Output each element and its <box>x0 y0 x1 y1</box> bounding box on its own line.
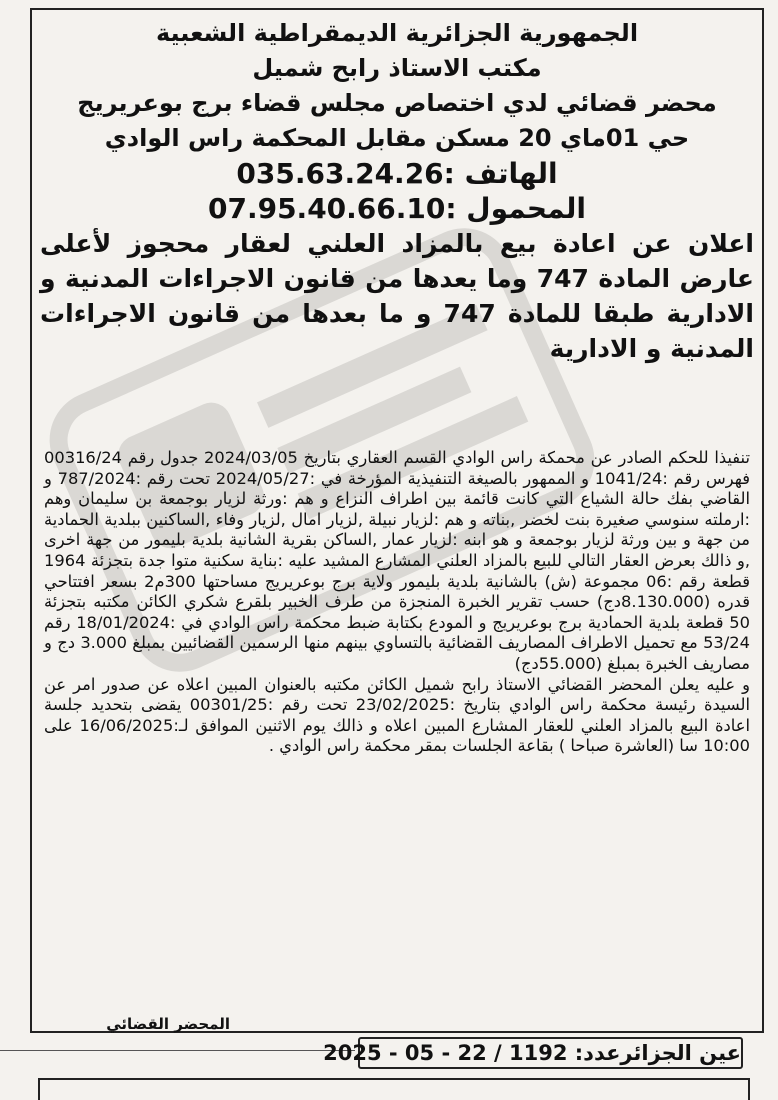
judgment-paragraph: تنفيذا للحكم الصادر عن محمكة راس الوادي القسم العقاري بتاريخ 2024/03/05 جدول رقم 00316/24 فهرس رقم :1041/24 و الممهور بالصيغة التنفيذية المؤرخة في :2024/05/27 تحت رقم :787/2024 و القاضي بفك حالة الشياع التي كانت قائمة بين اطراف النزاع و هم :ورثة لزيار بوجمعة بن سليمان وهم :ارملته سنوسي صغيرة بنت لخضر ,بناته و هم :لزيار نبيلة ,لزيار امال ,لزيار وفاء ,الساكنين ببلدية الحمادية من جهة و بين ورثة لزيار بوجمعة و هو ابنه :لزيار عمار ,الساكن بقرية الشانية بلدية بليمور من جهة اخرى ,و ذالك بعرض العقار التالي للبيع بالمزاد العلني المشارع المشيد عليه :بناية سكنية متوا جدة بتجزئة 1964 قطعة رقم :06 مجموعة (ش) بالشانية بلدية بليمور ولاية برج بوعريريج مساحتها 300م2 بسعر افتتاحي قدره (8.130.000دج) حسب تقرير الخبرة المنجزة من طرف الخبير بلقرع شكري الكائن مكتبه بتجزئة 50 قطعة بلدية الحمادية برج بوعريريج و المودع بكتابة ضبط محكمة راس الوادي في :18/01/2024 رقم 53/24 مع تحميل الاطراف المصاريف القضائية بالتساوي بينهم منها الرسمين القضائيين بمبلغ 3.000 دج و مصاريف الخبرة بمبلغ (55.000دج) <box>44 448 750 673</box>
mobile-number: المحمول :07.95.40.66.10 <box>207 192 586 225</box>
notice-body <box>44 448 750 757</box>
office-name: مكتب الاستاذ رابح شميل <box>252 54 542 82</box>
office-address: حي 01ماي 20 مسكن مقابل المحكمة راس الوادي <box>104 124 690 152</box>
next-notice-edge <box>38 1078 750 1100</box>
phone-number: الهاتف :035.63.24.26 <box>236 157 558 190</box>
announcement-paragraph: و عليه يعلن المحضر القضائي الاستاذ رابح شميل الكائن مكتبه بالعنوان المبين اعلاه عن صدور امر عن السيدة رئيسة محكمة راس الوادي بتاريخ :23/02/2025 تحت رقم :00301/25 يقضى بتحديد جلسة اعادة البيع بالمزاد العلني للعقار المشارع المبين اعلاه و ذالك يوم الاثنين الموافق لـ:16/06/2025 على 10:00 سا (العاشرة صباحا ) بقاعة الجلسات بمقر محكمة راس الوادي . <box>44 674 750 756</box>
notice-title: اعلان عن اعادة بيع بالمزاد العلني لعقار محجوز لأعلى عارض المادة 747 وما يعدها من قانون الاجراءات المدنية و الادارية طبقا للمادة 747 و ما بعدها من قانون الاجراءات المدنية و الادارية <box>40 229 754 363</box>
republic-name: الجمهورية الجزائرية الديمقراطية الشعبية <box>155 19 639 47</box>
bailiff-role: محضر قضائي لدي اختصاص مجلس قضاء برج بوعريريج <box>77 89 717 117</box>
auction-notice <box>30 8 764 1033</box>
signature-label: المحضر القضائي <box>106 1015 230 1033</box>
divider <box>0 1050 355 1051</box>
publication-reference: عين الجزائرعدد: 1192 / 22 - 05 - 2025 <box>358 1037 743 1069</box>
notice-header <box>32 10 762 366</box>
